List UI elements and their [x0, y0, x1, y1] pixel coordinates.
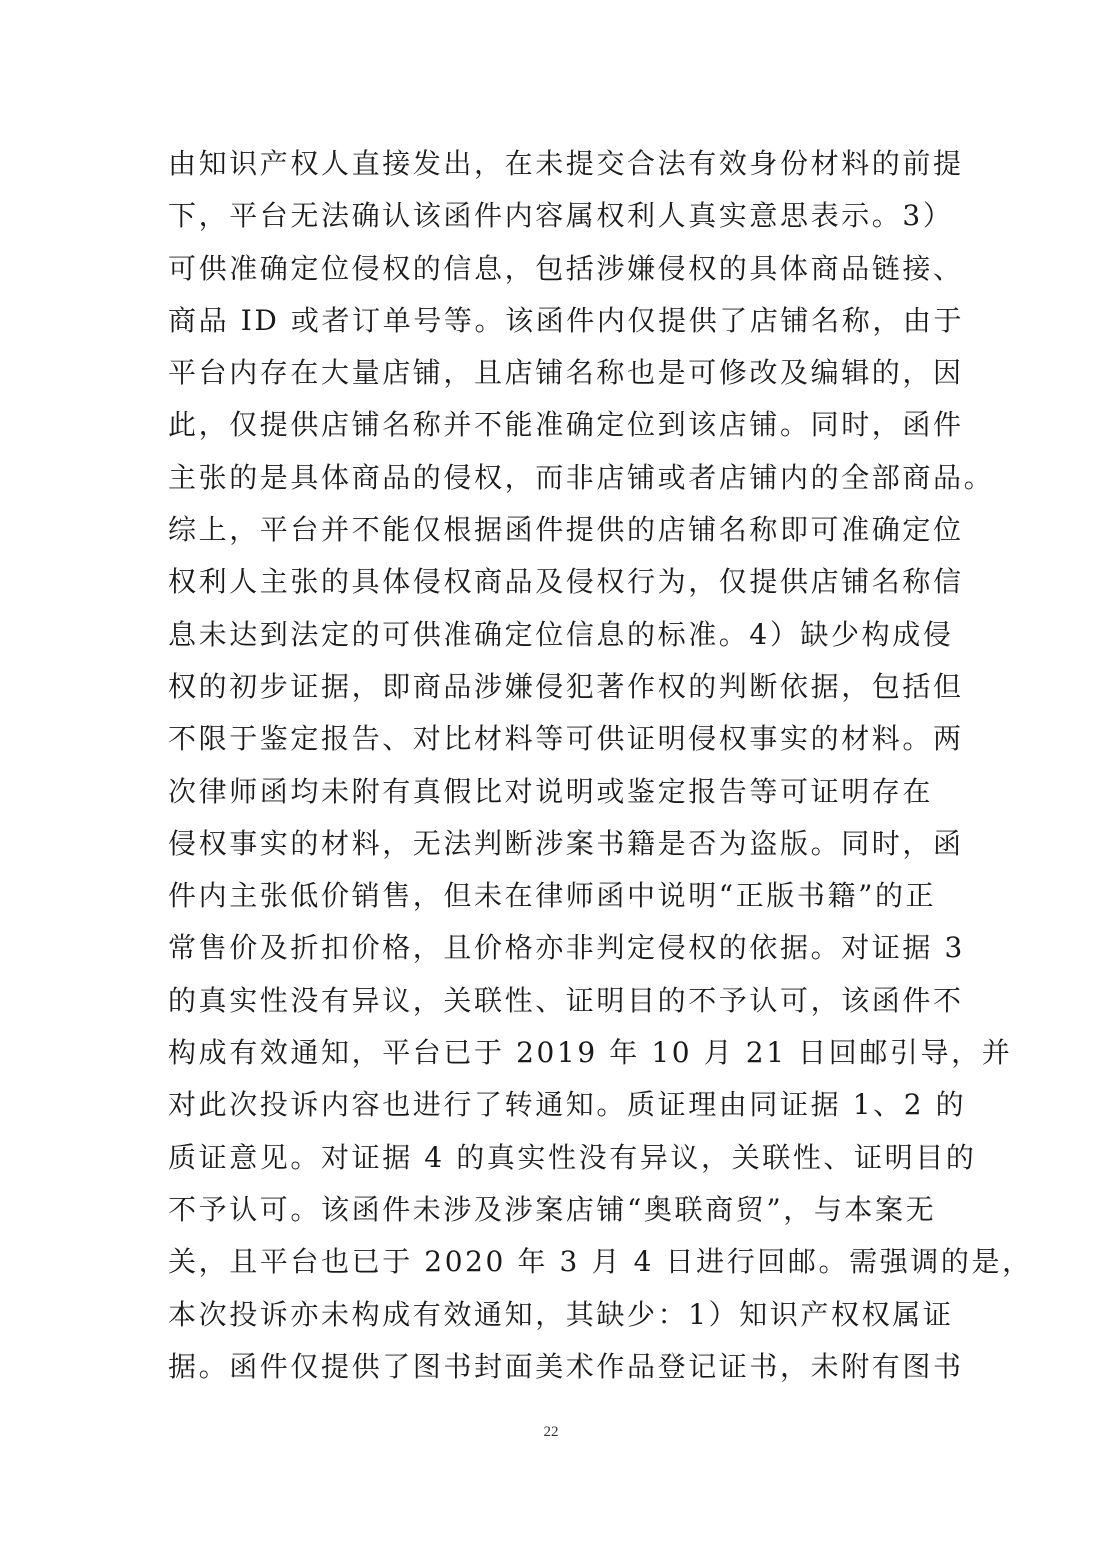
text-line: 关，且平台也已于 2020 年 3 月 4 日进行回邮。需强调的是，	[168, 1245, 1033, 1279]
text-line: 不限于鉴定报告、对比材料等可供证明侵权事实的材料。两	[168, 722, 964, 756]
text-line: 可供准确定位侵权的信息，包括涉嫌侵权的具体商品链接、	[168, 251, 964, 285]
text-line: 的真实性没有异议，关联性、证明目的不予认可，该函件不	[168, 983, 964, 1017]
text-line: 件内主张低价销售，但未在律师函中说明“正版书籍”的正	[168, 879, 937, 913]
text-line: 据。函件仅提供了图书封面美术作品登记证书，未附有图书	[168, 1349, 964, 1383]
text-line: 权利人主张的具体侵权商品及侵权行为，仅提供店铺名称信	[168, 565, 964, 599]
text-line: 权的初步证据，即商品涉嫌侵犯著作权的判断依据，包括但	[168, 669, 964, 703]
text-line: 对此次投诉内容也进行了转通知。质证理由同证据 1、2 的	[168, 1088, 967, 1122]
text-line: 由知识产权人直接发出，在未提交合法有效身份材料的前提	[168, 147, 964, 180]
text-line: 商品 ID 或者订单号等。该函件内仅提供了店铺名称，由于	[168, 303, 965, 337]
text-line: 次律师函均未附有真假比对说明或鉴定报告等可证明存在	[168, 774, 934, 808]
body-text	[168, 138, 1033, 1393]
text-line: 本次投诉亦未构成有效通知，其缺少：1）知识产权权属证	[168, 1297, 954, 1331]
text-line: 构成有效通知，平台已于 2019 年 10 月 21 日回邮引导，并	[168, 1036, 1013, 1070]
text-line: 综上，平台并不能仅根据函件提供的店铺名称即可准确定位	[168, 513, 964, 547]
text-line: 此，仅提供店铺名称并不能准确定位到该店铺。同时，函件	[168, 408, 964, 442]
text-line: 息未达到法定的可供准确定位信息的标准。4）缺少构成侵	[168, 617, 954, 651]
text-line: 侵权事实的材料，无法判断涉案书籍是否为盗版。同时，函	[168, 826, 964, 860]
text-line: 下，平台无法确认该函件内容属权利人真实意思表示。3）	[168, 199, 954, 233]
text-line: 主张的是具体商品的侵权，而非店铺或者店铺内的全部商品。	[168, 460, 995, 494]
text-line: 不予认可。该函件未涉及涉案店铺“奥联商贸”，与本案无	[168, 1192, 937, 1226]
text-line: 平台内存在大量店铺，且店铺名称也是可修改及编辑的，因	[168, 356, 964, 390]
page-number: 22	[543, 1424, 559, 1440]
text-line: 常售价及折扣价格，且价格亦非判定侵权的依据。对证据 3	[168, 931, 965, 965]
text-line: 质证意见。对证据 4 的真实性没有异议，关联性、证明目的	[168, 1140, 977, 1174]
